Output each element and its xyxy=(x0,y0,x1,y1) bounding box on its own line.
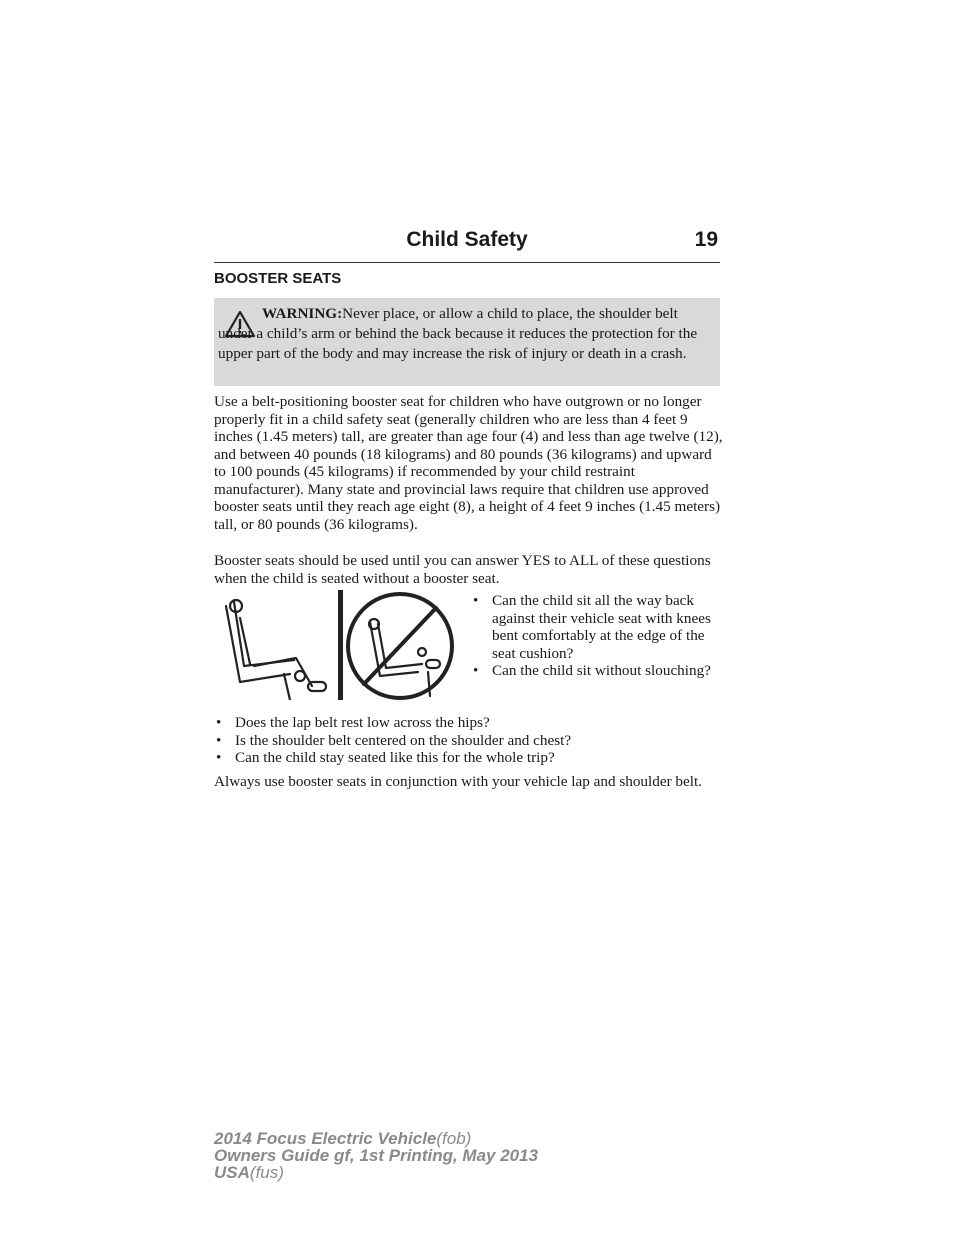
footer-vehicle-code: (fob) xyxy=(436,1129,472,1148)
footer-market-code: (fus) xyxy=(249,1163,284,1182)
closing-paragraph: Always use booster seats in conjunction with your vehicle lap and shoulder belt. xyxy=(214,773,703,790)
right-question-list xyxy=(471,592,721,680)
footer-line-2 xyxy=(214,1147,538,1164)
bullet-marker: • xyxy=(216,731,222,749)
document-footer xyxy=(214,1130,538,1181)
correct-seating-figure-icon xyxy=(226,600,326,700)
bullet-marker: • xyxy=(216,714,222,731)
warning-text xyxy=(218,304,712,364)
list-item-text: Does the lap belt rest low across the hips? xyxy=(235,714,490,731)
list-item xyxy=(214,714,724,732)
intro-paragraph: Use a belt-positioning booster seat for children who have outgrown or no longer properly fit in a child safety seat (generally children who are less than 4 feet 9 inches (1.45 meters) tall, are greater than age four (4) and less than age twelve (12), and between 40 pounds (18 kilograms) and 80 pounds (36 kilograms) and upward to 100 pounds (45 kilograms) if recommended by your child restraint manufacturer). Many state and provincial laws require that children use approved booster seats until they reach age eight (8), a height of 4 feet 9 inches (1.45 meters) tall, or 80 pounds (36 kilograms). xyxy=(214,393,723,533)
questions-intro-paragraph: Booster seats should be used until you can answer YES to ALL of these questions when the child is seated without a booster seat. xyxy=(214,552,711,587)
warning-box xyxy=(214,298,720,386)
list-item xyxy=(471,592,721,662)
separator-bar xyxy=(338,590,343,700)
list-item xyxy=(214,732,724,750)
booster-seat-illustration xyxy=(214,588,464,700)
list-item-text: Is the shoulder belt centered on the shoulder and chest? xyxy=(235,731,572,749)
list-item xyxy=(471,662,721,680)
footer-line-1 xyxy=(214,1130,538,1147)
warning-body: Never place, or allow a child to place, the shoulder belt under a child’s arm or behind the back because it reduces the protection for the upper part of the body and may increase the risk of injury or death in a crash. xyxy=(218,305,698,362)
footer-line-3 xyxy=(214,1164,538,1181)
warning-label: WARNING: xyxy=(262,305,343,322)
list-item-text: Can the child stay seated like this for the whole trip? xyxy=(235,749,555,766)
bullet-marker: • xyxy=(216,749,222,766)
list-item-text: Can the child sit without slouching? xyxy=(492,662,711,679)
page-number: 19 xyxy=(694,228,718,251)
footer-market: USA xyxy=(214,1163,250,1182)
bullet-marker: • xyxy=(473,662,479,679)
footer-printing: Owners Guide gf, 1st Printing, May 2013 xyxy=(214,1146,539,1165)
bullet-marker: • xyxy=(473,592,479,609)
list-item-text: Can the child sit all the way back against their vehicle seat with knees bent comfortably at the edge of the seat cushion? xyxy=(492,592,711,662)
lower-question-list xyxy=(214,714,724,767)
list-item xyxy=(214,749,724,767)
page-header: Child Safety 19 xyxy=(214,228,720,263)
section-heading: BOOSTER SEATS xyxy=(214,270,342,287)
prohibited-slouching-icon xyxy=(348,594,452,698)
footer-vehicle: 2014 Focus Electric Vehicle xyxy=(214,1129,437,1148)
